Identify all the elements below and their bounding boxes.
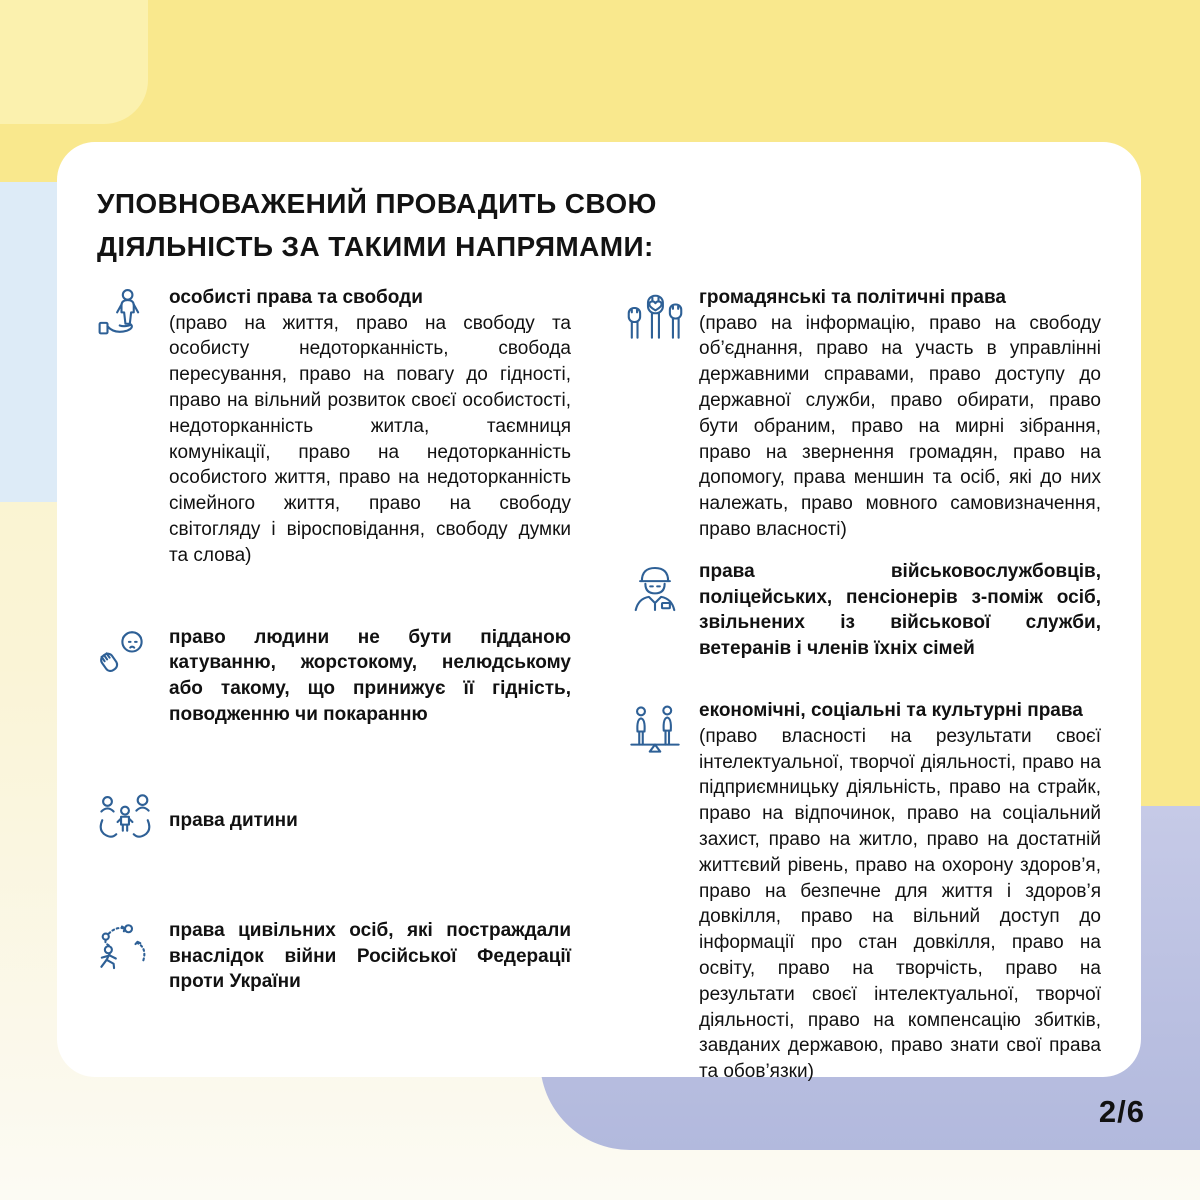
displaced-person-icon xyxy=(97,920,153,976)
rights-item-children xyxy=(97,792,571,850)
rights-item-civilians xyxy=(97,918,571,995)
rights-item-economic xyxy=(627,698,1101,1085)
item-body: (право власності на результати своєї інтелектуальної, творчої діяльності, право на підприємницьку діяльність, право на страйк, право на відпочинок, право на соціальний захист, право на житло, право на достатній життєвий рівень, право на охорону здоров’я, право на безпечне для життя і здоров’я довкілля, право на вільний доступ до інформації про стан довкілля, право на освіту, право на творчість, право на результати своєї інтелектуальної, творчої діяльності, право на компенсацію збитків, завданих державою, право знати свої права та обов’язки) xyxy=(699,725,1101,1083)
raised-hands-icon xyxy=(627,287,683,343)
item-heading: права дитини xyxy=(169,809,298,831)
columns xyxy=(97,285,1101,1085)
page-title-line1: УПОВНОВАЖЕНИЙ ПРОВАДИТЬ СВОЮ xyxy=(97,188,657,219)
rights-item-no-torture xyxy=(97,625,571,728)
column-right xyxy=(627,285,1101,1085)
column-left xyxy=(97,285,571,1085)
page-title-line2: ДІЯЛЬНІСТЬ ЗА ТАКИМИ НАПРЯМАМИ: xyxy=(97,231,654,263)
hand-holding-person-icon xyxy=(97,287,153,343)
bg-light-corner xyxy=(0,0,148,124)
item-heading: права військовослужбовців, поліцейських, пенсіонерів з-поміж осіб, звільнених із військової служби, ветеранів і членів їхніх сімей xyxy=(699,560,1101,660)
page-title xyxy=(97,182,1101,269)
item-body: (право на інформацію, право на свободу об’єднання, право на участь в управлінні державними справами, право доступу до державної служби, право обирати, право бути обраним, право на мирні зібрання, право на звернення громадян, право на допомогу, права меншин та осіб, які до них належать, право мовного самовизначення, право власності) xyxy=(699,312,1101,540)
content-card xyxy=(57,142,1141,1083)
item-heading: економічні, соціальні та культурні права xyxy=(699,699,1083,721)
page-indicator: 2/6 xyxy=(1098,1094,1145,1129)
rights-item-personal xyxy=(97,285,571,569)
item-heading: громадянські та політичні права xyxy=(699,286,1006,308)
rights-item-military xyxy=(627,559,1101,662)
stop-hand-icon xyxy=(97,627,153,683)
item-heading: особисті права та свободи xyxy=(169,286,423,308)
item-heading: право людини не бути підданою катуванню, жорстокому, нелюдському або такому, що принижує її гідність, поводженню чи покаранню xyxy=(169,626,571,725)
rights-item-civil-political xyxy=(627,285,1101,543)
people-balance-icon xyxy=(627,700,683,756)
item-heading: права цивільних осіб, які постраждали внаслідок війни Російської Федерації проти України xyxy=(169,919,571,993)
child-protection-icon xyxy=(97,794,153,850)
soldier-icon xyxy=(627,561,683,617)
item-body: (право на життя, право на свободу та особисту недоторканність, свобода пересування, право на повагу до гідності, право на вільний розвиток своєї особистості, недоторканність житла, таємниця комунікації, право на недоторканність особистого життя, право на недоторканність сімейного життя, право на свободу світогляду і віросповідання, свободу думки та слова) xyxy=(169,312,571,566)
